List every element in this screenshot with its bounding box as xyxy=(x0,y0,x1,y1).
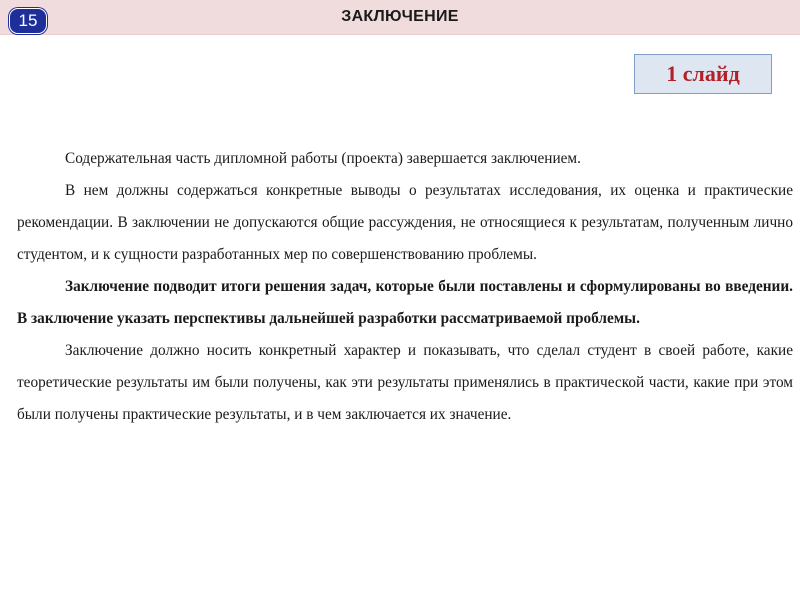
body-text xyxy=(17,143,793,431)
page-title: ЗАКЛЮЧЕНИЕ xyxy=(341,8,459,25)
slide-count-badge: 1 слайд xyxy=(634,54,772,94)
paragraph-requirements: В нем должны содержаться конкретные выводы о результатах исследования, их оценка и практические рекомендации. В заключении не допускаются общие рассуждения, не относящиеся к результатам, полученным лично студентом, и к сущности разработанных мер по совершенствованию проблемы. xyxy=(17,182,793,263)
paragraph-conclusion-character: Заключение должно носить конкретный характер и показывать, что сделал студент в своей работе, какие теоретические результаты им были получены, как эти результаты применялись в практической части, какие при этом были получены практические результаты, и в чем заключается их значение. xyxy=(17,342,793,423)
paragraph-summary-bold: Заключение подводит итоги решения задач, которые были поставлены и сформулированы во введении. В заключение указать перспективы дальнейшей разработки рассматриваемой проблемы. xyxy=(17,278,793,327)
paragraph-intro: Содержательная часть дипломной работы (проекта) завершается заключением. xyxy=(65,150,581,167)
slide-number-badge: 15 xyxy=(9,8,47,34)
header-bar xyxy=(0,0,800,35)
